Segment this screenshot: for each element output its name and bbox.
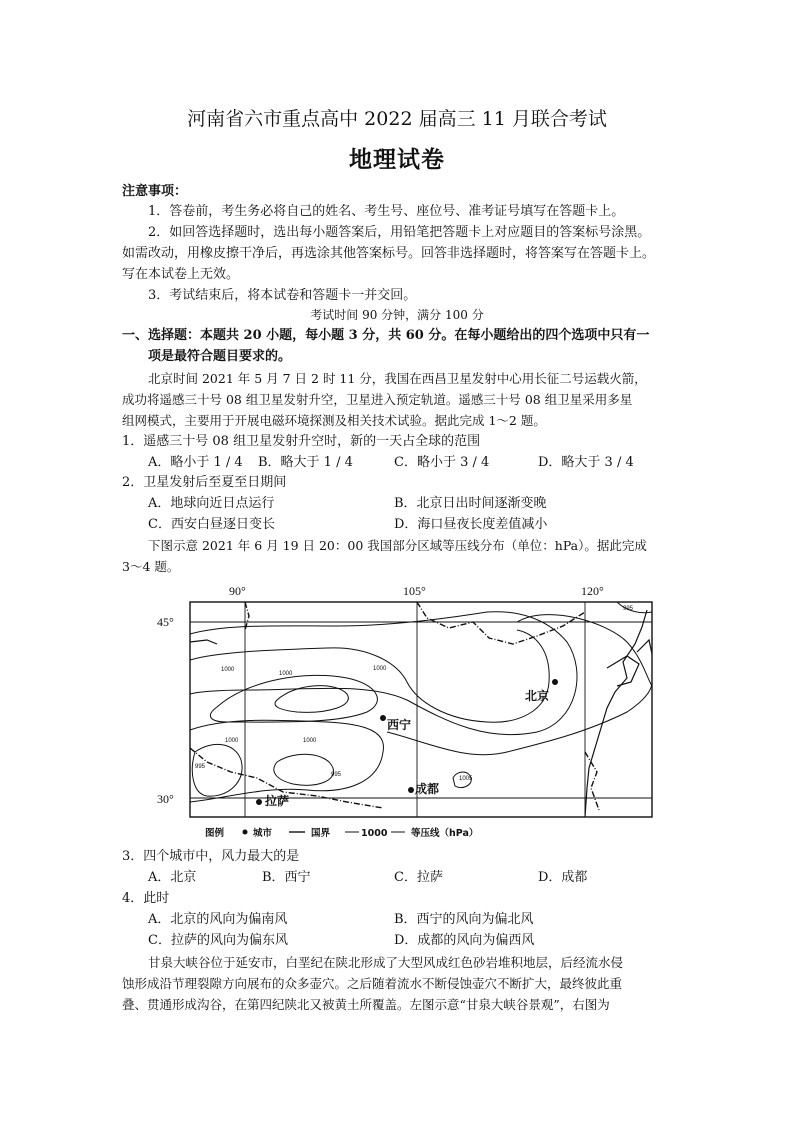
q3-stem: 3．四个城市中，风力最大的是 [122, 849, 300, 864]
section-heading-a: 一、选择题：本题共 20 小题，每小题 3 分，共 60 分。在每小题给出的四个选项中只有一 [122, 328, 650, 343]
notice-item-3: 3．考试结束后，将本试卷和答题卡一并交回。 [148, 288, 417, 303]
isobar-label: 1000 [303, 738, 317, 744]
q3-option-b[interactable]: B．西宁 [262, 870, 311, 885]
exam-time: 考试时间 90 分钟，满分 100 分 [310, 308, 484, 322]
q4-stem: 4．此时 [122, 891, 170, 906]
q4-option-b[interactable]: B．西宁的风向为偏北风 [394, 912, 534, 927]
isobar-label: 1000 [221, 667, 235, 673]
lon-label-105: 105° [403, 584, 426, 598]
lon-label-90: 90° [229, 584, 246, 598]
city-dot-chengdu [408, 787, 414, 793]
city-label-xining: 西宁 [387, 718, 412, 732]
national-border [190, 602, 599, 810]
passage2-line1: 下图示意 2021 年 6 月 19 日 20：00 我国部分区域等压线分布（单位：hPa）。据此完成 [148, 538, 647, 553]
map-legend [205, 825, 505, 841]
lon-label-120: 120° [581, 584, 604, 598]
legend-city: 城市 [253, 828, 273, 839]
q4-option-d[interactable]: D．成都的风向为偏西风 [394, 933, 535, 948]
isobar-label: 1000 [373, 666, 387, 672]
city-label-beijing: 北京 [525, 689, 550, 703]
q2-option-b[interactable]: B．北京日出时间逐渐变晚 [394, 496, 547, 511]
q3-option-a[interactable]: A．北京 [148, 870, 197, 885]
isobar-label: 1000 [225, 738, 239, 744]
q2-option-c[interactable]: C．西安白昼逐日变长 [148, 517, 275, 532]
passage2-line2: 3～4 题。 [122, 559, 180, 574]
legend-city-dot [243, 830, 248, 835]
city-dot-beijing [552, 679, 558, 685]
city-label-lhasa: 拉萨 [265, 794, 290, 808]
q1-stem: 1．遥感三十号 08 组卫星发射升空时，新的一天占全球的范围 [122, 434, 481, 449]
city-label-chengdu: 成都 [415, 782, 440, 796]
isobar-label: 995 [623, 606, 634, 612]
passage3-line3: 叠、贯通形成沟谷，在第四纪陕北又被黄土所覆盖。左图示意“甘泉大峡谷景观”，右图为 [122, 997, 610, 1012]
q3-option-d[interactable]: D．成都 [538, 870, 588, 885]
city-dot-xining [380, 715, 386, 721]
q1-option-a[interactable]: A．略小于 1 / 4 [148, 455, 243, 470]
lat-label-45: 45° [157, 615, 174, 629]
notice-heading: 注意事项： [122, 184, 188, 199]
subject-title: 地理试卷 [349, 146, 445, 173]
isobar-label: 995 [331, 772, 342, 778]
isobar-label: 995 [195, 764, 206, 770]
isobar-labels [195, 606, 634, 782]
q2-stem: 2．卫星发射后至夏至日期间 [122, 475, 287, 490]
notice-item-1: 1．答卷前，考生务必将自己的姓名、考生号、座位号、准考证号填写在答题卡上。 [148, 204, 625, 219]
isobar-label: 1005 [459, 776, 473, 782]
passage1-line3: 组网模式，主要用于开展电磁环境探测及相关技术试验。据此完成 1～2 题。 [122, 413, 546, 428]
isobars [190, 602, 652, 802]
legend-border: 国界 [311, 828, 331, 839]
isobar-label: 1000 [279, 671, 293, 677]
q4-option-c[interactable]: C．拉萨的风向为偏东风 [148, 933, 288, 948]
section-heading-b: 项是最符合题目要求的。 [148, 349, 292, 364]
q2-option-d[interactable]: D．海口昼夜长度差值减小 [394, 517, 548, 532]
exam-title: 河南省六市重点高中 2022 届高三 11 月联合考试 [187, 108, 607, 130]
q1-option-b[interactable]: B．略大于 1 / 4 [258, 455, 353, 470]
q4-option-a[interactable]: A．北京的风向为偏南风 [148, 912, 288, 927]
city-dot-lhasa [256, 799, 262, 805]
notice-item-2a: 2．如回答选择题时，选出每小题答案后，用铅笔把答题卡上对应题目的答案标号涂黑。 [148, 225, 651, 240]
city-markers [256, 679, 558, 805]
notice-item-2b: 如需改动，用橡皮擦干净后，再选涂其他答案标号。回答非选择题时，将答案写在答题卡上。 [122, 246, 656, 261]
legend-title: 图例 [205, 828, 225, 839]
isobar-map [157, 582, 665, 827]
q2-option-a[interactable]: A．地球向近日点运行 [148, 496, 275, 511]
passage3-line2: 蚀形成沿节理裂隙方向展布的众多壶穴。之后随着流水不断侵蚀壶穴不断扩大，最终彼此重 [122, 976, 623, 991]
notice-item-2c: 写在本试卷上无效。 [122, 267, 240, 282]
legend-isobar: 等压线（hPa） [411, 828, 479, 839]
q3-option-c[interactable]: C．拉萨 [394, 870, 443, 885]
legend-isobar-value: 1000 [361, 828, 388, 839]
lat-label-30: 30° [157, 792, 174, 806]
q1-option-d[interactable]: D．略大于 3 / 4 [538, 455, 634, 470]
passage1-line1: 北京时间 2021 年 5 月 7 日 2 时 11 分，我国在西昌卫星发射中心用长征二号运载火箭， [148, 371, 647, 386]
passage3-line1: 甘泉大峡谷位于延安市，白垩纪在陕北形成了大型风成红色砂岩堆积地层，后经流水侵 [148, 955, 624, 970]
passage1-line2: 成功将遥感三十号 08 组卫星发射升空，卫星进入预定轨道。遥感三十号 08 组卫星采用多星 [122, 392, 633, 407]
q1-option-c[interactable]: C．略小于 3 / 4 [394, 455, 490, 470]
